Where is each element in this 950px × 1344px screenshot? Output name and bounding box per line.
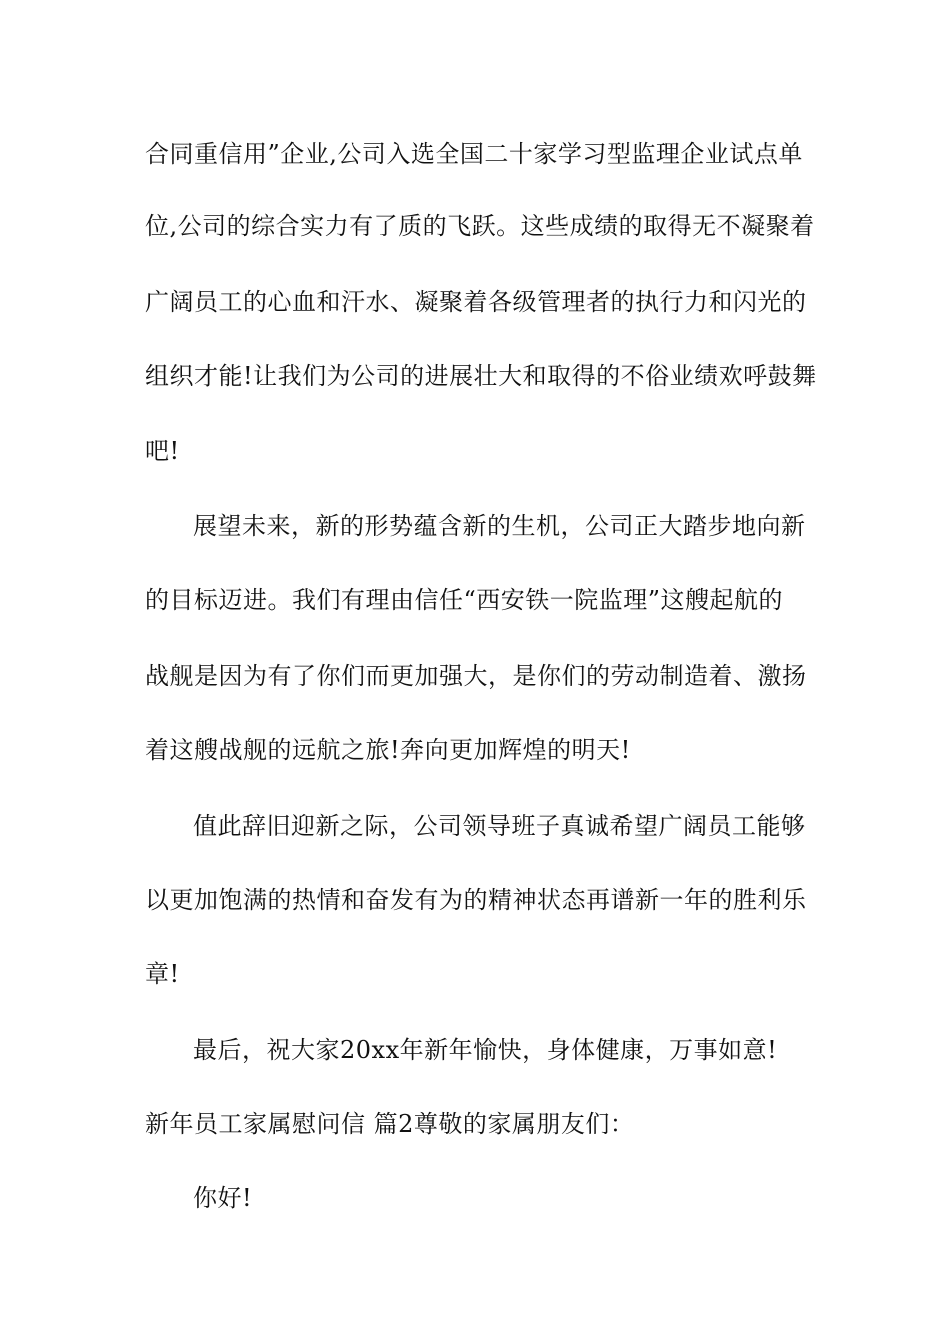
paragraph-first-line: 值此辞旧迎新之际，公司领导班子真诚希望广阔员工能够 — [193, 812, 806, 840]
paragraph-first-line: 最后，祝大家20xx年新年愉快，身体健康，万事如意! — [193, 1036, 778, 1064]
text-line: 广阔员工的心血和汗水、凝聚着各级管理者的执行力和闪光的 — [145, 288, 807, 316]
text-line: 组织才能!让我们为公司的进展壮大和取得的不俗业绩欢呼鼓舞 — [145, 362, 817, 390]
text-line: 的目标迈进。我们有理由信任“西安铁一院监理”这艘起航的 — [145, 586, 784, 614]
text-line: 战舰是因为有了你们而更加强大，是你们的劳动制造着、激扬 — [145, 662, 807, 690]
text-line: 以更加饱满的热情和奋发有为的精神状态再谱新一年的胜利乐 — [145, 886, 807, 914]
text-line: 着这艘战舰的远航之旅!奔向更加辉煌的明天! — [145, 736, 631, 764]
text-line: 位,公司的综合实力有了质的飞跃。这些成绩的取得无不凝聚着 — [145, 212, 815, 240]
text-line: 章! — [145, 960, 180, 988]
paragraph-first-line: 展望未来，新的形势蕴含新的生机，公司正大踏步地向新 — [193, 512, 806, 540]
letter-heading: 新年员工家属慰问信 篇2尊敬的家属朋友们： — [145, 1110, 635, 1138]
text-line: 吧! — [145, 437, 180, 465]
greeting-line: 你好! — [193, 1184, 253, 1212]
text-line: 合同重信用”企业,公司入选全国二十家学习型监理企业试点单 — [145, 140, 803, 168]
